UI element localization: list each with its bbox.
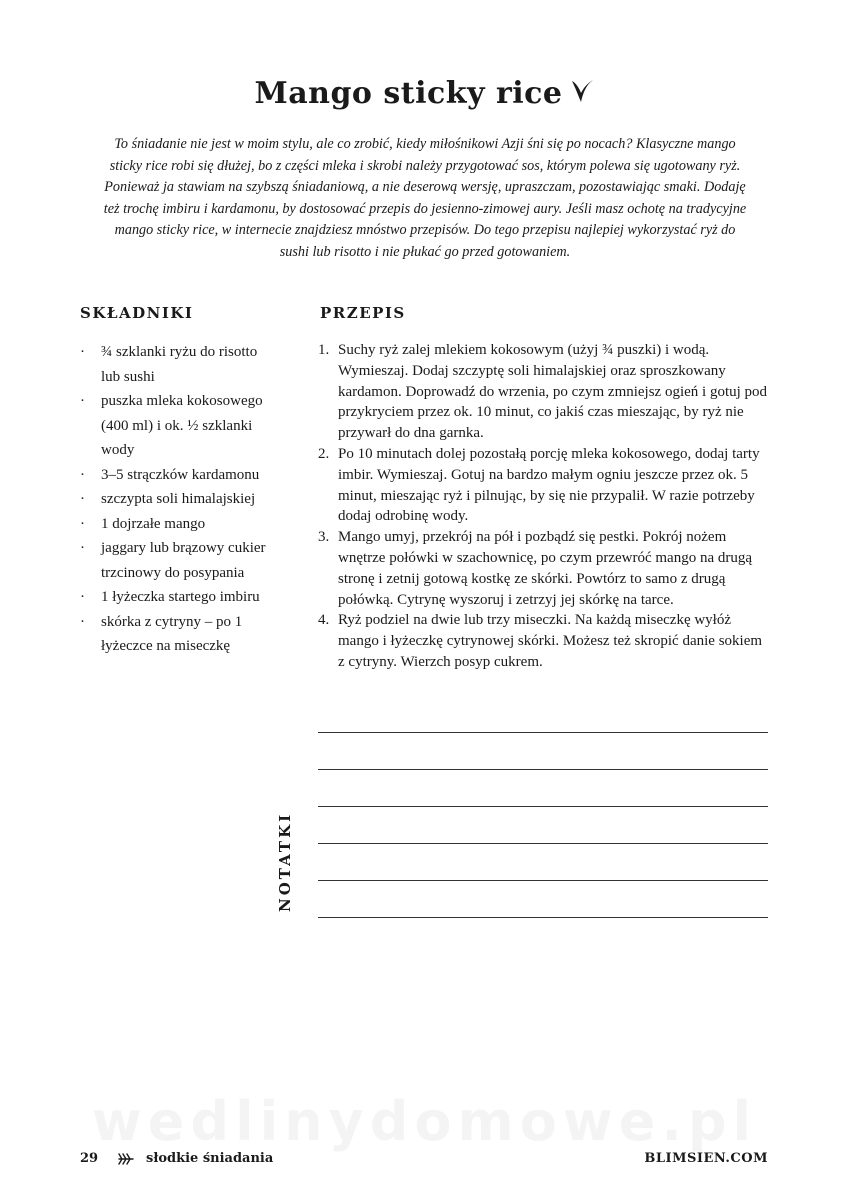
step-text: Ryż podziel na dwie lub trzy miseczki. Na każdą miseczkę wyłóż mango i łyżeczkę cytrynowej skórki. Możesz też skropić danie sokiem z cytryny. Wierzch posyp cukrem. [338, 612, 763, 670]
recipe-steps [318, 340, 768, 673]
vegan-icon [569, 77, 595, 113]
step-text: Suchy ryż zalej mlekiem kokosowym (użyj ¾ puszki) i wodą. Wymieszaj. Dodaj szczyptę soli himalajskiej oraz sproszkowany kardamon. Doprowadź do wrzenia, po czym zmniejsz ogień i gotuj pod przykryciem przez ok. 10 minut, co jakiś czas mieszając, by ryż nie przywarł do dna garnka. [338, 342, 768, 442]
recipe-title [0, 76, 849, 113]
ingredients-list [80, 340, 280, 659]
notes-line[interactable] [318, 732, 768, 733]
notes-line[interactable] [318, 769, 768, 770]
recipe-step [318, 444, 768, 527]
ingredient-item: · puszka mleka kokosowego (400 ml) i ok. ½ szklanki wody [80, 389, 280, 463]
notes-line[interactable] [318, 880, 768, 881]
ingredients-heading: SKŁADNIKI [80, 304, 194, 322]
notes-line[interactable] [318, 806, 768, 807]
step-number: 2. [318, 445, 330, 462]
watermark [0, 1090, 849, 1153]
step-number: 4. [318, 612, 330, 629]
leaf-icon [117, 1151, 135, 1171]
step-text: Mango umyj, przekrój na pół i pozbądź się pestki. Pokrój nożem wnętrze połówki w szachownicę, po czym przewróć mango na drugą stronę i zetnij gotową kostkę ze skórki. Powtórz to samo z drugą połówką. Cytrynę wyszoruj i zetrzyj jej skórkę na tarce. [338, 529, 753, 608]
recipe-step [318, 527, 768, 610]
title-text: Mango sticky rice [254, 76, 563, 111]
ingredient-item: · 3–5 strączków kardamonu [80, 463, 280, 488]
recipe-step [318, 340, 768, 444]
ingredient-item: · szczypta soli himalajskiej [80, 487, 280, 512]
step-text: Po 10 minutach dolej pozostałą porcję mleka kokosowego, dodaj tarty imbir. Wymieszaj. Gotuj na bardzo małym ogniu jeszcze przez ok. 5 minut, mieszając ryż i pilnując, by się nie przypalił. W razie potrzeby dodaj odrobinę wody. [338, 445, 760, 525]
ingredient-item: · 1 dojrzałe mango [80, 512, 280, 537]
step-number: 1. [318, 342, 330, 358]
ingredient-item: · ¾ szklanki ryżu do risotto lub sushi [80, 340, 280, 389]
site-url[interactable]: BLIMSIEN.COM [644, 1151, 768, 1166]
recipe-heading: PRZEPIS [320, 304, 406, 322]
intro-paragraph: To śniadanie nie jest w moim stylu, ale co zrobić, kiedy miłośnikowi Azji śni się po nocach? Klasyczne mango sticky rice robi się dłużej, bo z części mleka i skrobi należy przygotować sos, którym polewa się ugotowany ryż. Ponieważ ja stawiam na szybszą śniadaniową, a nie deserową wersję, upraszczam, pozostawiając smaki. Dodaję też trochę imbiru i kardamonu, by dostosować przepis do jesienno-zimowej aury. Jeśli masz ochotę na tradycyjne mango sticky rice, w internecie znajdziesz mnóstwo przepisów. Do tego przepisu najlepiej wykorzystać ryż do sushi lub risotto i nie płukać go przed gotowaniem. [103, 136, 747, 260]
ingredient-item: · 1 łyżeczka startego imbiru [80, 585, 280, 610]
notes-label: NOTATKI [276, 811, 294, 912]
step-number: 3. [318, 529, 330, 546]
recipe-step [318, 610, 768, 672]
ingredient-item: · jaggary lub brązowy cukier trzcinowy do posypania [80, 536, 280, 585]
notes-line[interactable] [318, 843, 768, 844]
ingredient-item: · skórka z cytryny – po 1 łyżeczce na miseczkę [80, 610, 280, 659]
page-number: 29 [80, 1151, 99, 1166]
notes-line[interactable] [318, 917, 768, 918]
section-name: słodkie śniadania [146, 1151, 274, 1166]
